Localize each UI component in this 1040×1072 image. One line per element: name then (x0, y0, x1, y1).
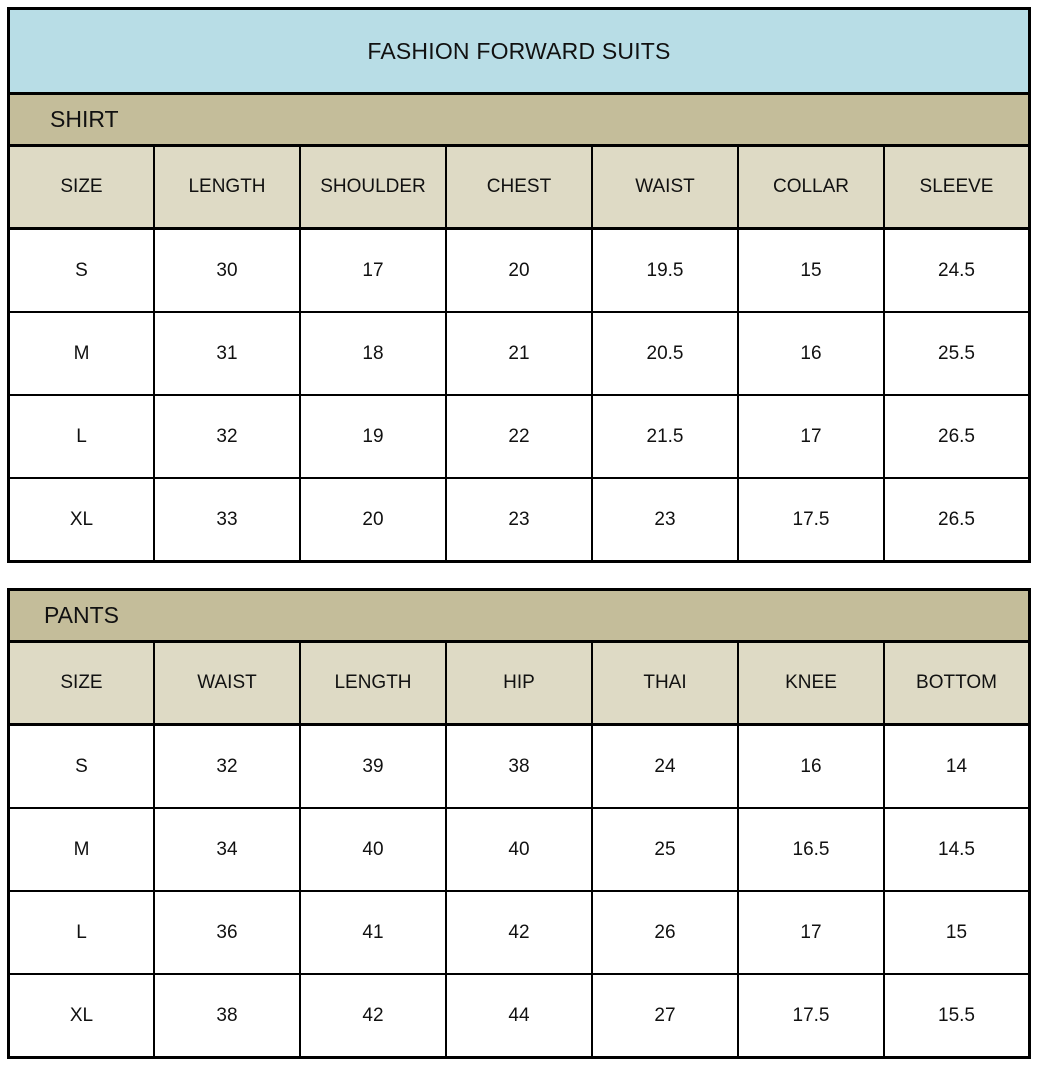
table-cell: L (10, 892, 155, 973)
table-cell: 38 (155, 975, 301, 1056)
column-header: HIP (447, 643, 593, 723)
table-cell: 22 (447, 396, 593, 477)
table-cell: 30 (155, 230, 301, 311)
table-cell: 15 (945, 921, 968, 943)
table-cell: 26.5 (938, 508, 975, 530)
table-row (10, 479, 1028, 560)
table-cell: 26 (593, 892, 739, 973)
table-cell: 20.5 (593, 313, 739, 394)
column-header: LENGTH (155, 147, 301, 227)
table-cell: 15 (739, 230, 885, 311)
column-header: THAI (593, 643, 739, 723)
column-header: SIZE (10, 147, 155, 227)
column-header: BOTTOM (916, 672, 997, 693)
table-cell: 44 (447, 975, 593, 1056)
section-label-shirt: SHIRT (10, 95, 1028, 147)
table-cell: 16 (739, 726, 885, 807)
table-cell: 33 (155, 479, 301, 560)
table-cell: M (10, 313, 155, 394)
table-cell: XL (10, 479, 155, 560)
table-cell: M (10, 809, 155, 890)
table-cell: 40 (447, 809, 593, 890)
table-cell: 23 (593, 479, 739, 560)
table-cell: 17 (739, 396, 885, 477)
shirt-size-table (7, 7, 1031, 563)
table-cell: 42 (447, 892, 593, 973)
chart-title: FASHION FORWARD SUITS (10, 10, 1028, 95)
table-row (10, 809, 1028, 892)
table-cell: 16.5 (739, 809, 885, 890)
table-cell: 27 (593, 975, 739, 1056)
table-cell: 16 (739, 313, 885, 394)
column-header: CHEST (447, 147, 593, 227)
table-cell: 40 (301, 809, 447, 890)
table-cell: S (10, 230, 155, 311)
table-cell: 42 (301, 975, 447, 1056)
table-cell: 17 (301, 230, 447, 311)
table-cell: XL (10, 975, 155, 1056)
table-cell: 17.5 (739, 975, 885, 1056)
column-header: KNEE (739, 643, 885, 723)
table-cell: 24 (593, 726, 739, 807)
column-header: WAIST (155, 643, 301, 723)
table-row (10, 892, 1028, 975)
table-cell: 19 (301, 396, 447, 477)
table-cell: 15.5 (938, 1004, 975, 1026)
column-header: COLLAR (739, 147, 885, 227)
table-cell: 26.5 (938, 425, 975, 447)
table-row (10, 396, 1028, 479)
table-cell: 20 (301, 479, 447, 560)
table-cell: 17.5 (739, 479, 885, 560)
table-row (10, 230, 1028, 313)
table-cell: 24.5 (938, 259, 975, 281)
table-row (10, 975, 1028, 1056)
section-label-pants: PANTS (10, 591, 1028, 643)
table-cell: 25.5 (938, 342, 975, 364)
table-cell: 25 (593, 809, 739, 890)
column-header: SIZE (10, 643, 155, 723)
table-header-row (10, 643, 1028, 726)
table-cell: 31 (155, 313, 301, 394)
table-row (10, 726, 1028, 809)
column-header: LENGTH (301, 643, 447, 723)
column-header: WAIST (593, 147, 739, 227)
table-cell: 32 (155, 396, 301, 477)
table-cell: 23 (447, 479, 593, 560)
table-cell: 17 (739, 892, 885, 973)
table-row (10, 313, 1028, 396)
table-cell: 20 (447, 230, 593, 311)
table-cell: 41 (301, 892, 447, 973)
table-cell: 14 (945, 755, 968, 777)
table-cell: 34 (155, 809, 301, 890)
table-cell: 19.5 (593, 230, 739, 311)
table-cell: 39 (301, 726, 447, 807)
pants-size-table (7, 588, 1031, 1059)
table-header-row (10, 147, 1028, 230)
table-cell: 14.5 (938, 838, 975, 860)
table-cell: 21.5 (593, 396, 739, 477)
column-header: SHOULDER (301, 147, 447, 227)
table-cell: 21 (447, 313, 593, 394)
table-cell: 36 (155, 892, 301, 973)
table-cell: L (10, 396, 155, 477)
table-cell: 18 (301, 313, 447, 394)
table-cell: 38 (447, 726, 593, 807)
column-header: SLEEVE (919, 176, 994, 197)
table-cell: 32 (155, 726, 301, 807)
table-cell: S (10, 726, 155, 807)
